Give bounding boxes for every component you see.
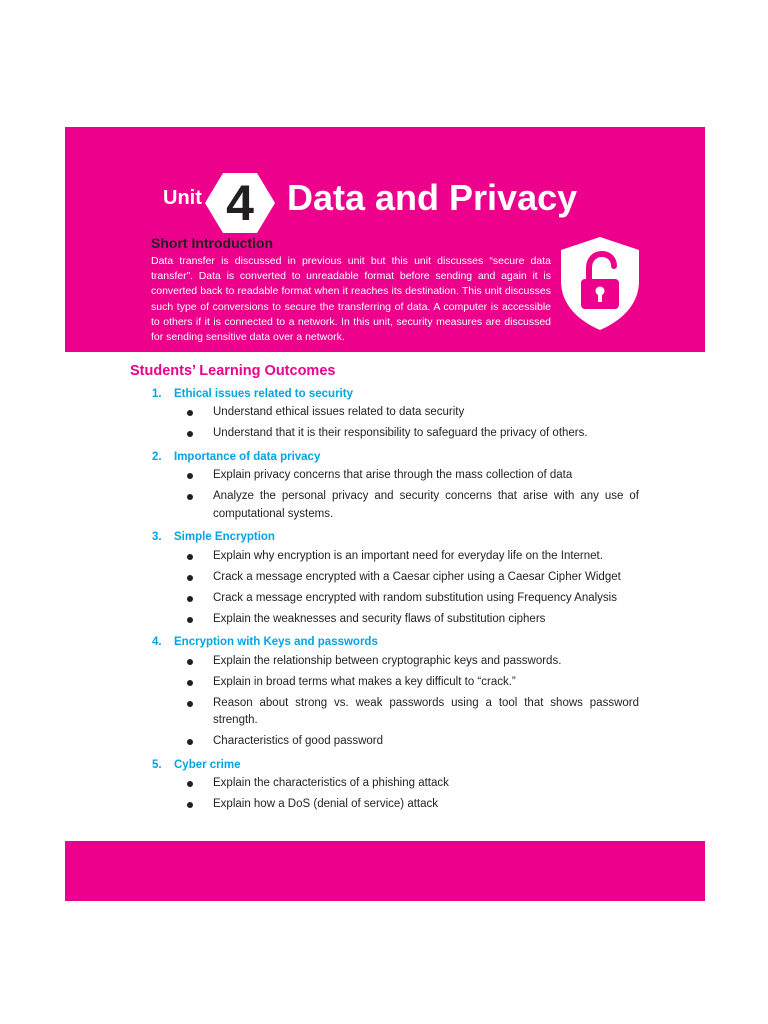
item-text: Explain privacy concerns that arise through the mass collection of data bbox=[213, 469, 573, 481]
learning-outcomes bbox=[130, 363, 650, 817]
item-text: Explain why encryption is an important need for everyday life on the Internet. bbox=[213, 549, 603, 562]
bullet-icon bbox=[187, 739, 193, 745]
section-heading bbox=[130, 383, 650, 404]
item-text: Explain in broad terms what makes a key difficult to “crack.” bbox=[213, 675, 516, 688]
outcomes-title: Students’ Learning Outcomes bbox=[130, 363, 336, 379]
list-item bbox=[130, 404, 639, 422]
section-heading bbox=[130, 527, 650, 548]
section-title: Cyber crime bbox=[174, 758, 241, 771]
item-text: Crack a message encrypted with random substitution using Frequency Analysis bbox=[213, 591, 617, 604]
section-number: 2. bbox=[152, 450, 162, 463]
unit-number: 4 bbox=[226, 175, 254, 231]
unit-label: Unit bbox=[163, 187, 202, 209]
bullet-icon bbox=[187, 494, 193, 500]
bullet-icon bbox=[187, 680, 193, 686]
bullet-icon bbox=[187, 802, 193, 808]
section-title: Simple Encryption bbox=[174, 531, 275, 543]
section-number: 4. bbox=[152, 636, 162, 648]
section-heading bbox=[130, 754, 650, 775]
section-number: 1. bbox=[152, 387, 162, 400]
section-number: 5. bbox=[152, 758, 162, 771]
list-item bbox=[130, 548, 639, 566]
section-number: 3. bbox=[152, 531, 162, 543]
bullet-icon bbox=[187, 701, 193, 707]
item-text: Analyze the personal privacy and security concerns that arise with any use of computational systems. bbox=[213, 490, 639, 520]
list-item bbox=[130, 488, 639, 523]
section-heading bbox=[130, 632, 650, 653]
section-title: Importance of data privacy bbox=[174, 450, 321, 463]
item-text: Crack a message encrypted with a Caesar cipher using a Caesar Cipher Widget bbox=[213, 570, 621, 583]
outcome-section bbox=[130, 446, 650, 523]
section-title: Ethical issues related to security bbox=[174, 387, 353, 400]
bullet-icon bbox=[187, 554, 193, 560]
list-item bbox=[130, 467, 639, 485]
item-text: Characteristics of good password bbox=[213, 735, 384, 747]
footer-bar bbox=[65, 841, 705, 901]
bullet-icon bbox=[187, 575, 193, 581]
unit-header-banner bbox=[65, 127, 705, 352]
bullet-icon bbox=[187, 781, 193, 787]
outcome-section bbox=[130, 527, 650, 629]
item-text: Explain the relationship between cryptographic keys and passwords. bbox=[213, 654, 562, 667]
outcome-section bbox=[130, 632, 650, 751]
list-item bbox=[130, 425, 639, 443]
section-heading bbox=[130, 446, 650, 467]
item-text: Explain how a DoS (denial of service) attack bbox=[213, 798, 438, 810]
intro-text: Data transfer is discussed in previous unit but this unit discusses “secure data transfer”. Data is converted to unreadable format before sending and again it is converted back to readable format when it reaches its destination. This unit discusses such type of conversions to secure the transferring of data. A computer is accessible to others if it is connected to a network. In this unit, security measures are discussed for sending sensitive data over a network. bbox=[151, 255, 551, 344]
shield-lock-icon bbox=[555, 233, 645, 333]
list-item bbox=[130, 775, 639, 793]
list-item bbox=[130, 653, 639, 671]
bullet-icon bbox=[187, 659, 193, 665]
list-item bbox=[130, 611, 639, 629]
section-title: Encryption with Keys and passwords bbox=[174, 636, 378, 648]
list-item bbox=[130, 674, 639, 692]
item-text: Reason about strong vs. weak passwords using a tool that shows password strength. bbox=[213, 696, 639, 726]
item-text: Explain the weaknesses and security flaws of substitution ciphers bbox=[213, 612, 546, 625]
item-text: Explain the characteristics of a phishing attack bbox=[213, 777, 449, 789]
bullet-icon bbox=[187, 431, 193, 437]
bullet-icon bbox=[187, 410, 193, 416]
list-item bbox=[130, 590, 639, 608]
list-item bbox=[130, 695, 639, 730]
intro-heading: Short Introduction bbox=[151, 235, 274, 251]
list-item bbox=[130, 733, 639, 751]
item-text: Understand ethical issues related to data security bbox=[213, 406, 465, 418]
bullet-icon bbox=[187, 473, 193, 479]
list-item bbox=[130, 569, 639, 587]
bullet-icon bbox=[187, 596, 193, 602]
unit-number-badge bbox=[205, 173, 275, 233]
list-item bbox=[130, 796, 639, 814]
bullet-icon bbox=[187, 617, 193, 623]
outcome-section bbox=[130, 754, 650, 814]
unit-title: Data and Privacy bbox=[287, 177, 578, 218]
outcome-section bbox=[130, 383, 650, 443]
item-text: Understand that it is their responsibility to safeguard the privacy of others. bbox=[213, 427, 588, 439]
